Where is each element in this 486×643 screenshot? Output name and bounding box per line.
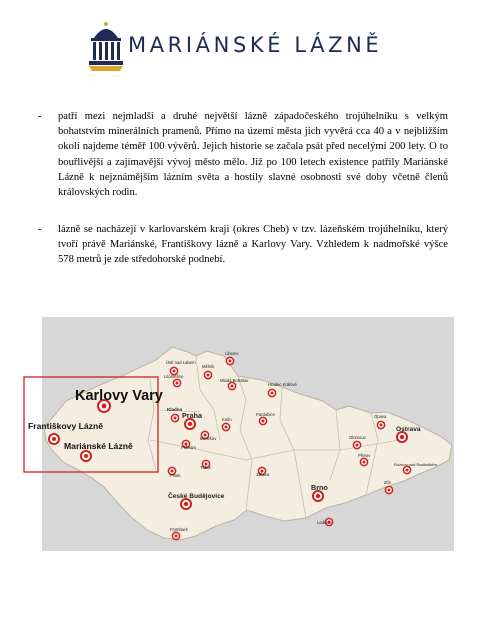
city-label: Opava (374, 414, 387, 419)
city-marker (259, 417, 266, 424)
logo-text: MARIÁNSKÉ LÁZNĚ (128, 33, 383, 57)
city-marker (228, 382, 235, 389)
highlight-marker (49, 434, 59, 444)
city-marker (268, 389, 275, 396)
city-label: Brno (311, 483, 328, 492)
city-label: Praha (182, 411, 202, 420)
city-marker (204, 371, 211, 378)
city-label: České Budějovice (168, 493, 225, 500)
city-marker (173, 379, 180, 386)
city-marker (397, 432, 407, 442)
city-label: Přerov (358, 453, 371, 458)
highlight-marker (81, 451, 91, 461)
bullet-text: patří mezi nejmladší a druhé největší lázně západočeského trojúhelníku s velkým bohatstvím minerálních pramenů. Přímo na území města jich vyvěrá cca 40 a v nejbližším okolí najdeme téměř 100 vývěrů. Jejich historie se začala psát před necelými 200 lety. O to bouřlivější a zajímavější vývoj město mělo. Již po 100 letech existence patřily Mariánské Lázně k nejznámějším lázním světa a hostily slavné osobnosti své doby včetně členů královských rodin. (58, 111, 448, 199)
city-label: Písek (170, 473, 181, 478)
city-label: Mělník (202, 364, 215, 369)
city-label: Ostrava (396, 426, 421, 433)
label-karlovy-vary: Karlovy Vary (75, 388, 163, 404)
city-label: Kladno (167, 407, 183, 412)
city-marker (403, 466, 410, 473)
bullet-text: lázně se nacházejí v karlovarském kraji (okres Cheb) v tzv. lázeňském trojúhelníku, který tvoří právě Mariánské, Františkovy lázně a Karlovy Vary. Vzhledem k nadmořské výšce 578 metrů je zde středohorské podnebí. (58, 224, 448, 266)
city-label: Olomouc (349, 435, 366, 440)
city-label: Ústí nad Labem (166, 360, 196, 365)
city-label: Lednice (317, 520, 332, 525)
city-label: Tábor (200, 465, 211, 470)
city-marker (181, 499, 191, 509)
city-marker (385, 486, 392, 493)
city-label: Benešov (200, 436, 217, 441)
city-marker (171, 414, 178, 421)
city-label: Mladá Boleslav (220, 378, 249, 383)
city-marker (313, 491, 323, 501)
city-label: Liberec (225, 351, 239, 356)
city-marker (377, 421, 384, 428)
city-label: Pardubice (256, 412, 275, 417)
city-marker (353, 441, 360, 448)
label-marianske-lazne: Mariánské Lázně (64, 441, 133, 451)
city-label: Litoměřice (164, 374, 184, 379)
bullet-dash: - (38, 111, 42, 122)
bullet-dash: - (38, 224, 42, 235)
city-marker (222, 423, 229, 430)
city-label: Frymburk (170, 527, 188, 532)
city-marker (360, 458, 367, 465)
city-label: Kolín (222, 417, 232, 422)
city-marker (185, 419, 195, 429)
city-label: Příbram (181, 445, 196, 450)
city-label: Jihlava (256, 472, 270, 477)
city-label: Zlín (384, 480, 391, 485)
city-label: Rožnov pod Radhoštěm (394, 462, 437, 467)
city-marker (226, 357, 233, 364)
label-frantiskovy-lazne: Františkovy Lázně (28, 421, 103, 431)
city-marker (172, 532, 179, 539)
city-label: Hradec Králové (268, 382, 297, 387)
